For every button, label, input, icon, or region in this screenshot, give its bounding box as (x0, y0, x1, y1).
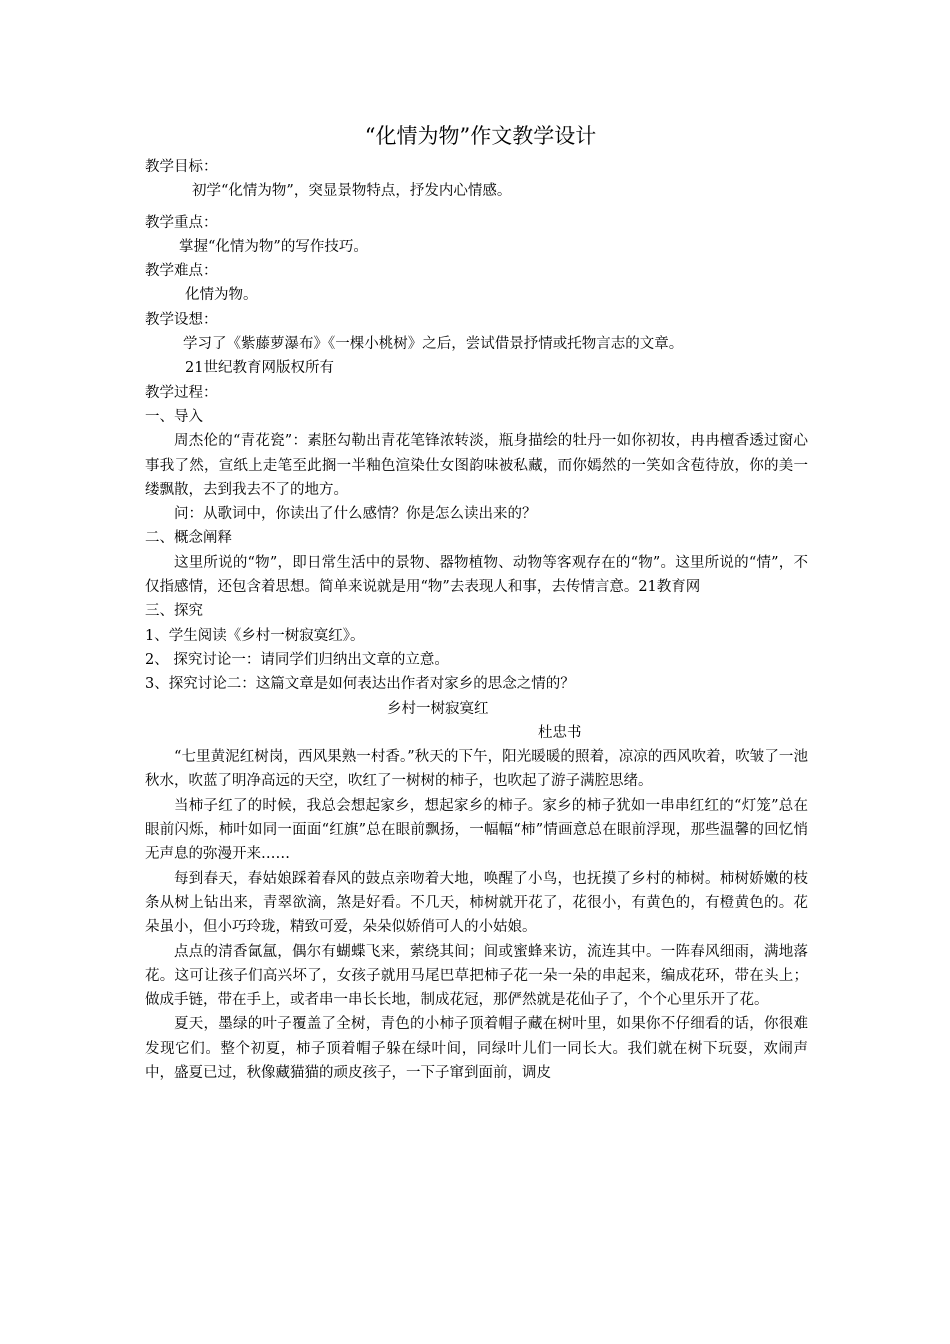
focus-text: 掌握“化情为物”的写作技巧。 (179, 238, 368, 255)
document-body (145, 120, 808, 1085)
essay-paragraph-5: 夏天，墨绿的叶子覆盖了全树，青色的小柿子顶着帽子藏在树叶里，如果你不仔细看的话，你很难发现它们。整个初夏，柿子顶着帽子躲在绿叶间，同绿叶儿们一同长大。我们就在树下玩耍，欢闹声中，盛夏已过，秋像藏猫猫的顽皮孩子，一下子窜到面前，调皮 (145, 1016, 808, 1081)
difficulty-text: 化情为物。 (185, 287, 258, 304)
inquiry-item-1: 1、学生阅读《乡村一树寂寞红》。 (145, 627, 365, 644)
difficulty-label: 教学难点： (145, 263, 218, 280)
document-title: “化情为物”作文教学设计 (364, 124, 597, 148)
objective-label: 教学目标： (145, 159, 218, 175)
inquiry-item-3: 3、探究讨论二：这篇文章是如何表达出作者对家乡的思念之情的？ (145, 676, 575, 693)
idea-text: 学习了《紫藤萝瀑布》《一棵小桃树》之后，尝试借景抒情或托物言志的文章。 (183, 336, 684, 353)
essay-paragraph-1: “七里黄泥红树岗，西风果熟一村香。”秋天的下午，阳光暖暖的照着，凉凉的西风吹着，吹皱了一池秋水，吹蓝了明净高远的天空，吹红了一树树的柿子，也吹起了游子满腔思绪。 (145, 749, 808, 790)
essay-author: 杜忠书 (538, 724, 582, 741)
essay-paragraph-2: 当柿子红了的时候，我总会想起家乡，想起家乡的柿子。家乡的柿子犹如一串串红红的“灯笼”总在眼前闪烁，柿叶如同一面面“红旗”总在眼前飘扬，一幅幅“柿”情画意总在眼前浮现，那些温馨的回忆悄无声息的弥漫开来…… (145, 797, 808, 863)
section2-heading: 二、概念阐释 (145, 530, 232, 547)
section1-heading: 一、导入 (145, 408, 203, 425)
objective-text: 初学“化情为物”，突显景物特点，抒发内心情感。 (192, 183, 512, 200)
copyright-note: 21世纪教育网版权所有 (185, 360, 334, 377)
idea-label: 教学设想： (145, 311, 218, 328)
process-label: 教学过程： (145, 384, 218, 401)
focus-label: 教学重点： (145, 214, 218, 231)
essay-paragraph-4: 点点的清香氤氲，偶尔有蝴蝶飞来，萦绕其间；间或蜜蜂来访，流连其中。一阵春风细雨，满地落花。这可让孩子们高兴坏了，女孩子就用马尾巴草把柿子花一朵一朵的串起来，编成花环，带在头上；做成手链，带在手上，或者串一串长长地，制成花冠，那俨然就是花仙子了，个个心里乐开了花。 (145, 943, 808, 1009)
section1-paragraph: 周杰伦的“青花瓷”：素胚勾勒出青花笔锋浓转淡，瓶身描绘的牡丹一如你初妆，冉冉檀香透过窗心事我了然，宣纸上走笔至此搁一半釉色渲染仕女图韵味被私藏，而你嫣然的一笑如含苞待放，你的美一缕飘散，去到我去不了的地方。 (145, 433, 808, 498)
inquiry-item-2: 2、 探究讨论一：请同学们归纳出文章的立意。 (145, 651, 449, 668)
section2-paragraph: 这里所说的“物”，即日常生活中的景物、器物植物、动物等客观存在的“物”。这里所说的“情”，不仅指感情，还包含着思想。简单来说就是用“物”去表现人和事，去传情言意。21教育网 (145, 554, 808, 596)
section1-question: 问：从歌词中，你读出了什么感情？你是怎么读出来的？ (174, 506, 537, 523)
section3-heading: 三、探究 (145, 603, 203, 620)
essay-paragraph-3: 每到春天，春姑娘踩着春风的鼓点亲吻着大地，唤醒了小鸟，也抚摸了乡村的柿树。柿树娇嫩的枝条从树上钻出来，青翠欲滴，煞是好看。不几天，柿树就开花了，花很小，有黄色的，有橙黄色的。花朵虽小，但小巧玲珑，精致可爱，朵朵似娇俏可人的小姑娘。 (145, 870, 808, 936)
essay-title: 乡村一树寂寞红 (387, 700, 489, 717)
